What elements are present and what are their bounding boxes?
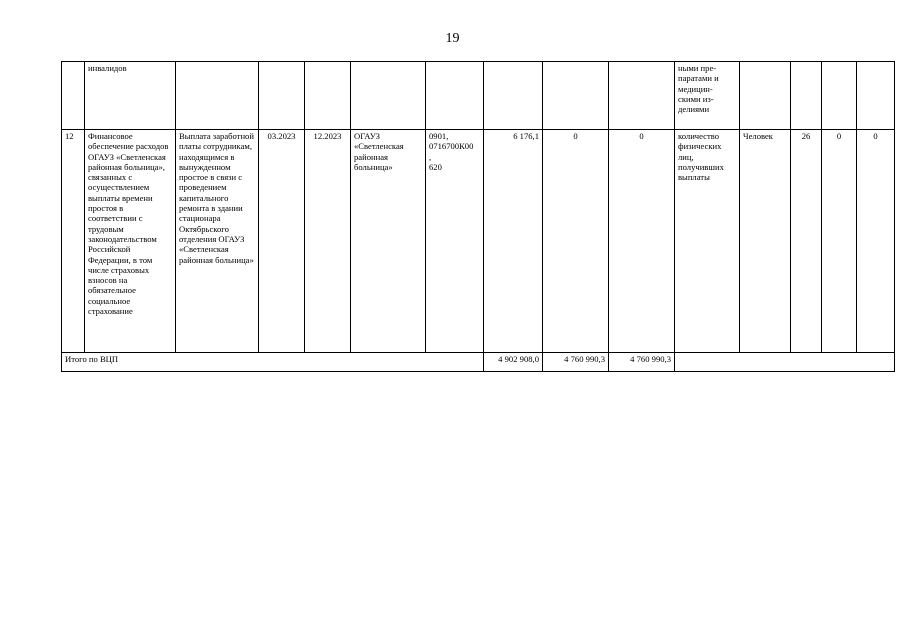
cell-end <box>305 62 351 130</box>
cell-kbk: 0901, 0716700К00 , 620 <box>426 130 484 353</box>
cell-description: Выплата заработной платы сотрудникам, находящимся в вынужденном простое в связи с проведением капитального ремонта в здании стационара Октябрьского отделения ОГАУЗ «Светленская районная больница» <box>176 130 259 353</box>
cell-total-label: Итого по ВЦП <box>62 353 484 372</box>
cell-unit: Человек <box>740 130 791 353</box>
cell-val2: 0 <box>822 130 857 353</box>
cell-event: инвалидов <box>85 62 176 130</box>
cell-unit <box>740 62 791 130</box>
cell-indicator: ными пре- паратами и медицин- скими из- делиями <box>675 62 740 130</box>
cell-sum2 <box>543 62 609 130</box>
cell-indicator: количество физических лиц, получивших выплаты <box>675 130 740 353</box>
cell-num: 12 <box>62 130 85 353</box>
cell-sum3: 0 <box>609 130 675 353</box>
cell-event: Финансовое обеспечение расходов ОГАУЗ «Светленская районная больница», связанных с осуществлением выплаты времени простоя в соответствии с трудовым законодательством Российской Федерации, в том числе страховых взносов на обязательное социальное страхование <box>85 130 176 353</box>
cell-num <box>62 62 85 130</box>
cell-executor <box>351 62 426 130</box>
table-row-12 <box>62 130 895 353</box>
table-row-continued <box>62 62 895 130</box>
page-number: 19 <box>445 31 460 46</box>
cell-sum2: 0 <box>543 130 609 353</box>
cell-start: 03.2023 <box>259 130 305 353</box>
table-row-total <box>62 353 895 372</box>
cell-executor: ОГАУЗ «Светленская районная больница» <box>351 130 426 353</box>
cell-start <box>259 62 305 130</box>
cell-val3: 0 <box>857 130 895 353</box>
cell-end: 12.2023 <box>305 130 351 353</box>
cell-description <box>176 62 259 130</box>
cell-total-sum1: 4 902 908,0 <box>484 353 543 372</box>
cell-sum3 <box>609 62 675 130</box>
cell-kbk <box>426 62 484 130</box>
cell-val2 <box>822 62 857 130</box>
cell-val3 <box>857 62 895 130</box>
cell-sum1: 6 176,1 <box>484 130 543 353</box>
cell-total-sum3: 4 760 990,3 <box>609 353 675 372</box>
cell-sum1 <box>484 62 543 130</box>
cell-total-empty <box>675 353 895 372</box>
cell-val1 <box>791 62 822 130</box>
program-table <box>61 61 895 372</box>
cell-val1: 26 <box>791 130 822 353</box>
cell-total-sum2: 4 760 990,3 <box>543 353 609 372</box>
